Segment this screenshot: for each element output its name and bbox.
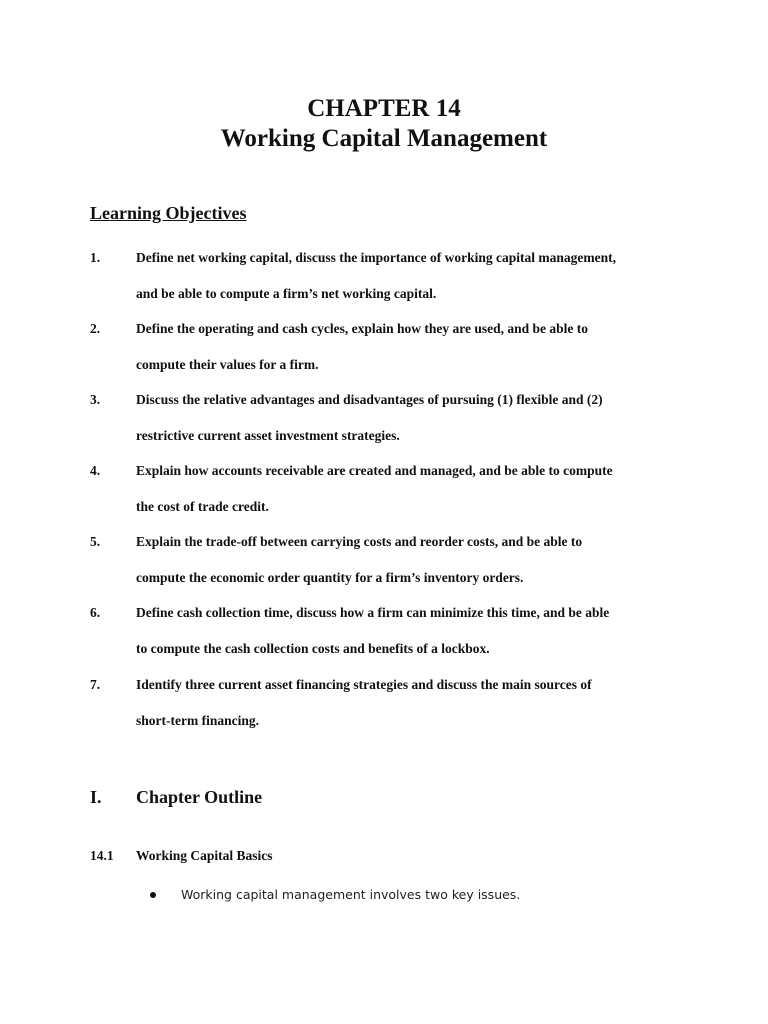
outline-section-title: Chapter Outline: [136, 787, 263, 807]
objective-number: 2.: [90, 321, 101, 336]
objective-text-line1: Explain the trade-off between carrying costs and reorder costs, and be able to: [136, 534, 583, 549]
objective-text-line2: and be able to compute a firm’s net working capital.: [136, 286, 437, 301]
objective-text-line2: short-term financing.: [136, 713, 259, 728]
objective-text-line1: Define cash collection time, discuss how a firm can minimize this time, and be able: [136, 605, 610, 620]
objective-number: 1.: [90, 250, 101, 265]
chapter-title: Working Capital Management: [220, 125, 548, 152]
objective-text-line2: compute their values for a firm.: [136, 357, 319, 372]
subsection-title: Working Capital Basics: [136, 848, 273, 863]
objective-number: 4.: [90, 463, 101, 478]
learning-objectives-heading: Learning Objectives: [90, 203, 247, 223]
chapter-number: CHAPTER 14: [307, 95, 461, 122]
objective-number: 3.: [90, 392, 101, 407]
objective-text-line1: Discuss the relative advantages and disadvantages of pursuing (1) flexible and (2): [136, 392, 603, 407]
objective-text-line2: compute the economic order quantity for a firm’s inventory orders.: [136, 570, 524, 585]
bullet-text: Working capital management involves two key issues.: [181, 887, 521, 902]
objective-number: 6.: [90, 605, 101, 620]
objective-text-line1: Define the operating and cash cycles, explain how they are used, and be able to: [136, 321, 589, 336]
objective-text-line1: Explain how accounts receivable are created and managed, and be able to compute: [136, 463, 613, 478]
objective-text-line2: the cost of trade credit.: [136, 499, 269, 514]
objective-text-line2: restrictive current asset investment strategies.: [136, 428, 400, 443]
bullet-icon: [150, 892, 156, 898]
subsection-number: 14.1: [90, 848, 114, 863]
outline-section-numeral: I.: [90, 787, 102, 807]
objective-text-line1: Define net working capital, discuss the importance of working capital management,: [136, 250, 616, 265]
objective-number: 7.: [90, 677, 101, 692]
objective-number: 5.: [90, 534, 101, 549]
objective-text-line1: Identify three current asset financing strategies and discuss the main sources of: [136, 677, 592, 692]
objective-text-line2: to compute the cash collection costs and benefits of a lockbox.: [136, 641, 490, 656]
